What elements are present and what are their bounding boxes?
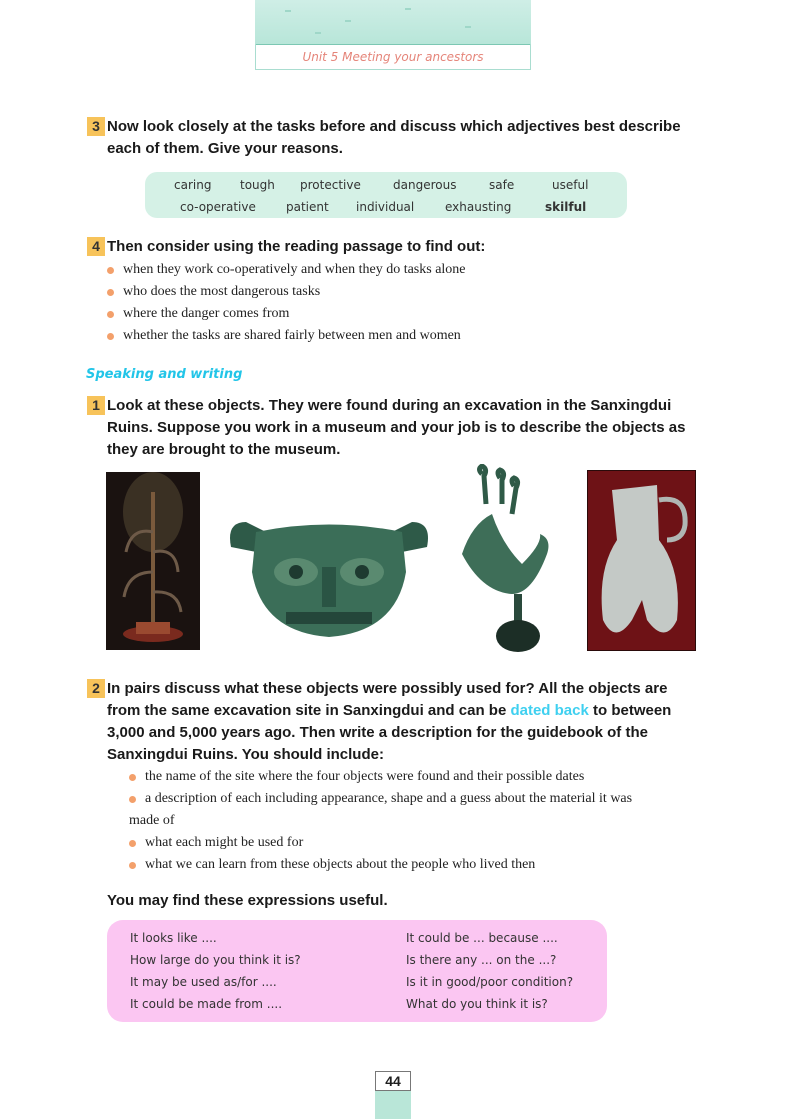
task-number-badge: 2 xyxy=(87,679,105,698)
sw-task-2-bullets xyxy=(129,766,719,876)
bullet-item: whether the tasks are shared fairly between men and women xyxy=(107,325,707,347)
adjective: tough xyxy=(240,178,275,192)
sw-task-2-line1: In pairs discuss what these objects were possibly used for? All the objects are xyxy=(107,680,668,697)
expression: It looks like .... xyxy=(130,931,217,945)
bullet-dot-icon xyxy=(107,333,114,340)
expressions-heading: You may find these expressions useful. xyxy=(107,892,388,909)
task-number-badge: 3 xyxy=(87,117,105,136)
sw-task-2-line2: from the same excavation site in Sanxingdui and can be dated back to between xyxy=(107,702,672,719)
bullet-item: when they work co-operatively and when they do tasks alone xyxy=(107,259,707,281)
adjective: caring xyxy=(174,178,212,192)
bullet-item: what we can learn from these objects about the people who lived then xyxy=(129,854,719,876)
bullet-dot-icon xyxy=(107,311,114,318)
expression: Is there any ... on the ...? xyxy=(406,953,557,967)
task-4 xyxy=(92,236,707,258)
adjective: useful xyxy=(552,178,589,192)
adjective: co-operative xyxy=(180,200,256,214)
sw-task-2-line3: 3,000 and 5,000 years ago. Then write a description for the guidebook of the xyxy=(107,724,648,741)
task-3 xyxy=(92,116,707,160)
task-number-badge: 1 xyxy=(87,396,105,415)
expression: Is it in good/poor condition? xyxy=(406,975,574,989)
task-4-text: Then consider using the reading passage to find out: xyxy=(107,238,486,255)
expressions-left xyxy=(130,927,301,1015)
bullet-dot-icon xyxy=(129,796,136,803)
bullet-item: where the danger comes from xyxy=(107,303,707,325)
bullet-item: the name of the site where the four objects were found and their possible dates xyxy=(129,766,719,788)
bullet-item: who does the most dangerous tasks xyxy=(107,281,707,303)
bullet-dot-icon xyxy=(129,774,136,781)
bronze-mask-photo xyxy=(226,512,432,642)
task-number-badge: 4 xyxy=(87,237,105,256)
sw-task-1-line3: they are brought to the museum. xyxy=(107,441,341,458)
jade-vessel-photo xyxy=(587,470,696,651)
sw-task-2-line4: Sanxingdui Ruins. You should include: xyxy=(107,746,384,763)
unit-title-box xyxy=(255,44,531,70)
page-number-tab xyxy=(375,1071,411,1119)
bullet-dot-icon xyxy=(129,862,136,869)
sw-task-1-line2: Ruins. Suppose you work in a museum and your job is to describe the objects as xyxy=(107,419,686,436)
task-3-line2: each of them. Give your reasons. xyxy=(107,140,343,157)
sw-task-2 xyxy=(92,678,707,766)
section-title: Speaking and writing xyxy=(86,367,243,382)
page-number: 44 xyxy=(375,1071,411,1091)
adjective: protective xyxy=(300,178,361,192)
expression: It may be used as/for .... xyxy=(130,975,277,989)
task-4-bullets xyxy=(107,259,707,347)
expression: How large do you think it is? xyxy=(130,953,301,967)
adjective: exhausting xyxy=(445,200,512,214)
bullet-dot-icon xyxy=(107,289,114,296)
bronze-bird-photo xyxy=(452,464,560,654)
expressions-right xyxy=(406,927,573,1015)
adjective: individual xyxy=(356,200,415,214)
adjective: dangerous xyxy=(393,178,457,192)
adjective: safe xyxy=(489,178,515,192)
expression: It could be made from .... xyxy=(130,997,283,1011)
unit-title: Unit 5 Meeting your ancestors xyxy=(302,50,484,64)
bullet-item: what each might be used for xyxy=(129,832,719,854)
adjective: skilful xyxy=(545,200,587,214)
expression: It could be ... because .... xyxy=(406,931,558,945)
task-3-line1: Now look closely at the tasks before and discuss which adjectives best describe xyxy=(107,118,681,135)
bullet-dot-icon xyxy=(107,267,114,274)
bullet-item: made of xyxy=(129,813,175,828)
sw-task-1-line1: Look at these objects. They were found during an excavation in the Sanxingdui xyxy=(107,397,672,414)
header-banner xyxy=(255,0,531,44)
bronze-tree-photo xyxy=(106,472,200,650)
expression: What do you think it is? xyxy=(406,997,548,1011)
sw-task-1 xyxy=(92,395,707,461)
bullet-item: a description of each including appearance, shape and a guess about the material it was xyxy=(129,788,719,810)
bullet-dot-icon xyxy=(129,840,136,847)
highlighted-phrase: dated back xyxy=(510,702,589,719)
adjective: patient xyxy=(286,200,329,214)
